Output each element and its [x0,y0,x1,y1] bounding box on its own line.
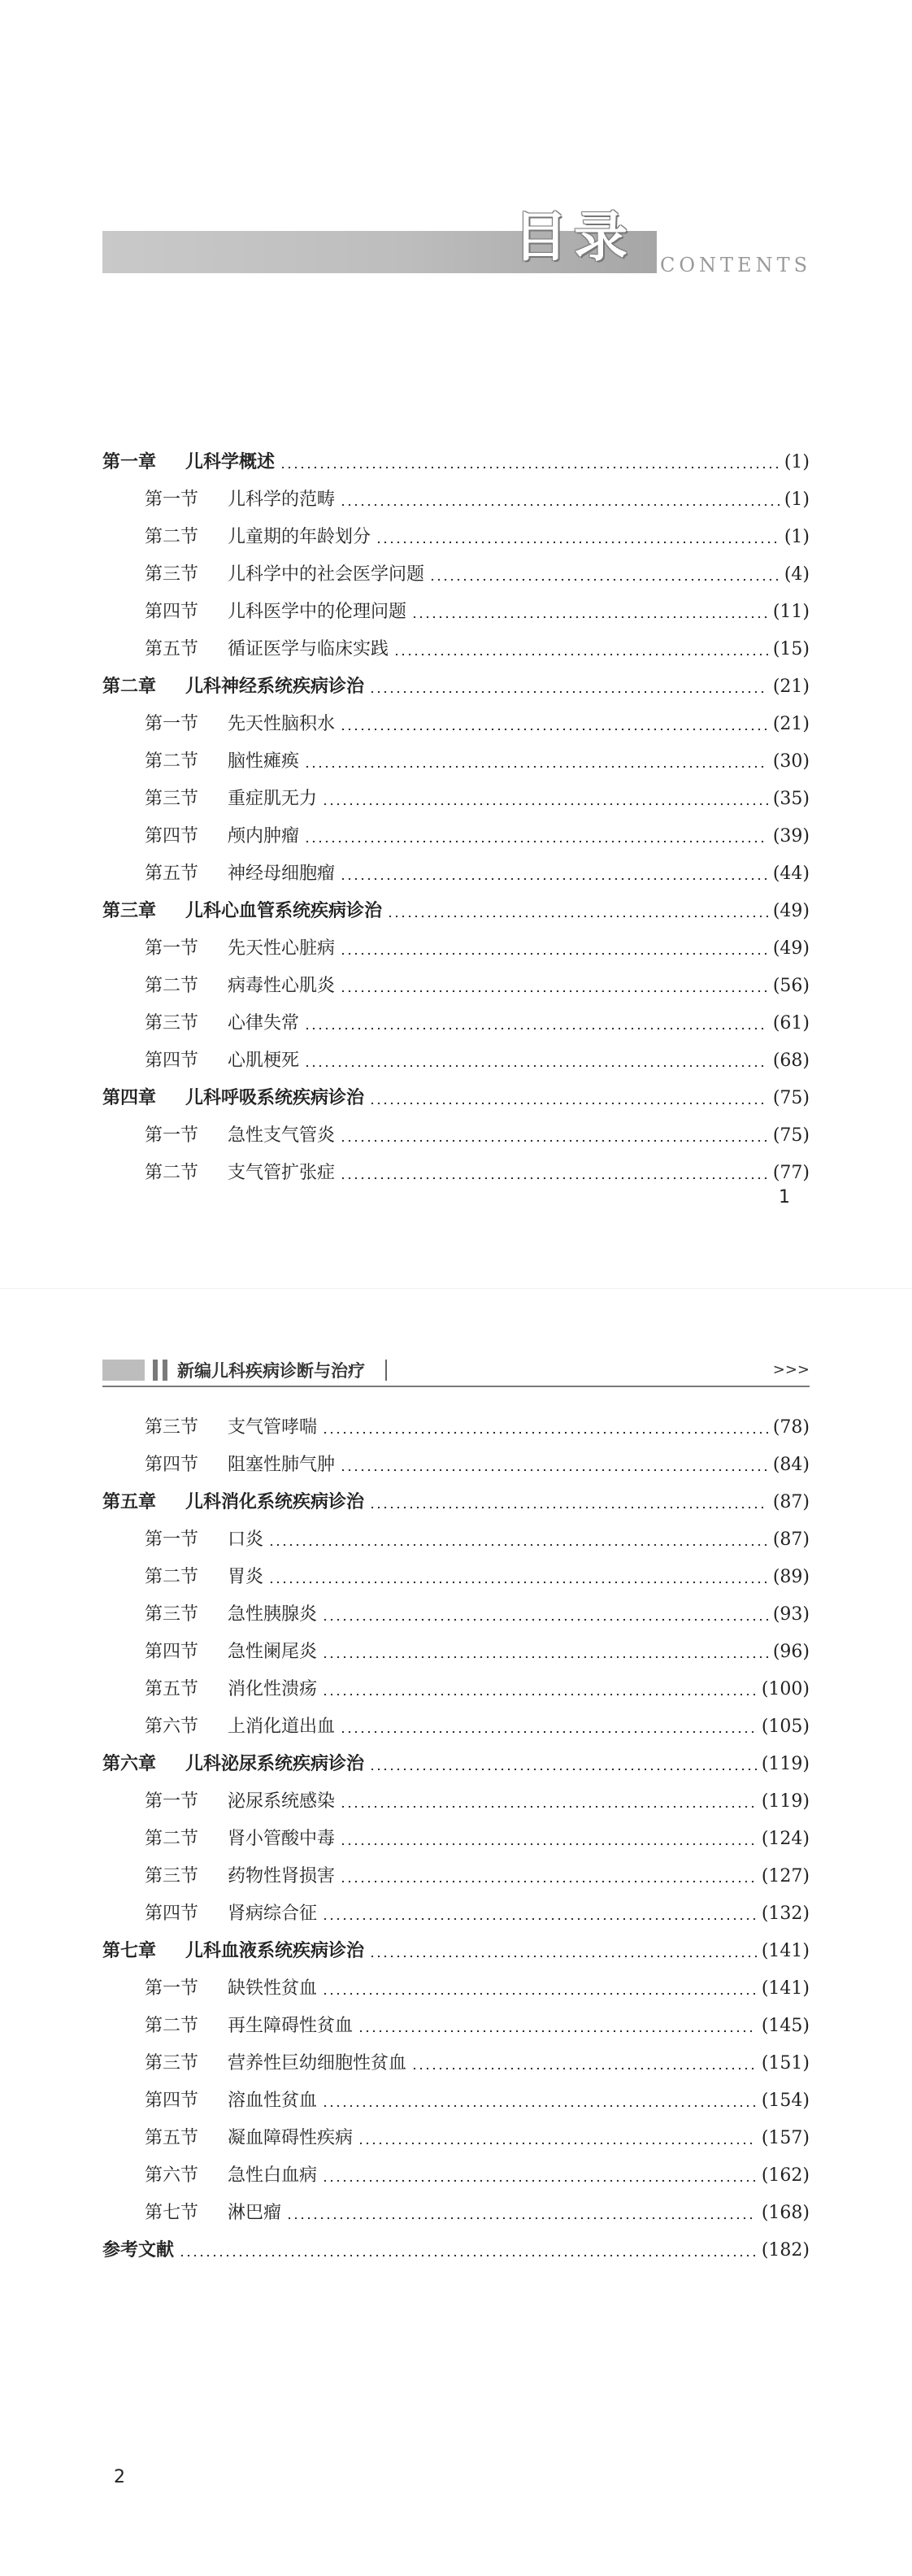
entry-title: 儿科消化系统疾病诊治 [185,1492,365,1512]
toc-section-entry[interactable] [102,594,810,631]
entry-number: 第六节 [145,2165,199,2186]
dot-leader [340,503,780,507]
toc-section-entry[interactable] [102,1708,810,1746]
entry-number: 第三节 [145,1866,199,1886]
toc-section-entry[interactable] [102,2082,810,2120]
dot-leader [304,765,768,768]
entry-number: 第一节 [145,1791,199,1812]
header-rule [102,1386,810,1387]
toc-section-entry[interactable] [102,519,810,556]
entry-number: 第二节 [145,751,199,772]
entry-title: 神经母细胞瘤 [228,864,336,884]
toc-section-entry[interactable] [102,1596,810,1634]
next-arrows-icon: >>> [772,1361,810,1378]
entry-page-number: (127) [761,1866,810,1886]
entry-number: 第二节 [145,976,199,996]
entry-number: 第三节 [145,2053,199,2073]
toc-section-entry[interactable] [102,481,810,519]
toc-section-entry[interactable] [102,1005,810,1042]
entry-number: 第七节 [145,2203,199,2223]
entry-title: 儿童期的年龄划分 [228,527,371,547]
header-bar-tick [163,1360,167,1381]
entry-title: 儿科泌尿系统疾病诊治 [185,1754,365,1774]
entry-title: 儿科医学中的伦理问题 [228,602,407,622]
entry-title: 上消化道出血 [228,1717,336,1737]
toc-section-entry[interactable] [102,1409,810,1447]
entry-page-number: (11) [772,602,810,622]
dot-leader [340,877,768,881]
toc-section-entry[interactable] [102,1671,810,1708]
entry-title: 脑性瘫痪 [228,751,300,772]
entry-title: 营养性巨幼细胞性贫血 [228,2053,407,2073]
dot-leader [286,2217,757,2220]
entry-title: 心肌梗死 [228,1051,300,1071]
toc-section-entry[interactable] [102,1634,810,1671]
dot-leader [369,690,768,694]
dot-leader [376,541,780,544]
entry-title: 儿科呼吸系统疾病诊治 [185,1088,365,1108]
dot-leader [322,1656,768,1659]
entry-page-number: (182) [761,2240,810,2261]
toc-section-entry[interactable] [102,855,810,893]
toc-section-entry[interactable] [102,930,810,968]
header-separator [385,1360,387,1381]
dot-leader [322,1917,757,1921]
toc-chapter-entry[interactable] [102,1080,810,1117]
entry-page-number: (100) [761,1679,810,1699]
page-title-english: CONTENTS [660,254,812,276]
toc-section-entry[interactable] [102,1970,810,2008]
dot-leader [268,1543,768,1547]
toc-section-entry[interactable] [102,1447,810,1484]
entry-title: 淋巴瘤 [228,2203,282,2223]
entry-title: 阻塞性肺气肿 [228,1455,336,1475]
dot-leader [280,466,780,469]
entry-page-number: (30) [772,751,810,772]
entry-title: 病毒性心肌炎 [228,976,336,996]
dot-leader [322,2104,757,2108]
dot-leader [411,2067,757,2070]
page-number: 2 [114,2467,125,2487]
toc-section-entry[interactable] [102,1821,810,1858]
entry-number: 第一节 [145,1530,199,1550]
toc-list-page1 [102,444,810,1192]
dot-leader [340,1139,768,1142]
page-title: 目录 [514,205,634,268]
entry-title: 急性胰腺炎 [228,1604,318,1625]
entry-title: 循证医学与临床实践 [228,639,389,659]
entry-number: 第五节 [145,639,199,659]
dot-leader [179,2254,757,2257]
entry-page-number: (96) [772,1642,810,1662]
dot-leader [268,1581,768,1584]
toc-section-entry[interactable] [102,1559,810,1596]
entry-number: 第四节 [145,1455,199,1475]
dot-leader [304,1027,768,1030]
entry-title: 先天性脑积水 [228,714,336,734]
entry-title: 泌尿系统感染 [228,1791,336,1812]
entry-number: 第三节 [145,1604,199,1625]
entry-page-number: (145) [761,2016,810,2036]
dot-leader [322,803,768,806]
entry-page-number: (49) [772,901,810,921]
entry-page-number: (141) [761,1941,810,1961]
dot-leader [429,578,780,581]
entry-page-number: (35) [772,789,810,809]
header-bar-block [102,1360,145,1381]
entry-title: 支气管哮喘 [228,1417,318,1438]
entry-number: 第一节 [145,490,199,510]
entry-title: 心律失常 [228,1013,300,1033]
toc-section-entry[interactable] [102,706,810,743]
toc-chapter-entry[interactable] [102,668,810,706]
dot-leader [340,952,768,955]
page-number: 1 [779,1187,790,1208]
entry-number: 第四节 [145,1051,199,1071]
dot-leader [369,1768,757,1771]
toc-chapter-entry[interactable] [102,444,810,481]
entry-number: 第二节 [145,527,199,547]
dot-leader [340,1177,768,1180]
entry-page-number: (75) [772,1088,810,1108]
entry-number: 第一节 [145,714,199,734]
toc-section-entry[interactable] [102,631,810,668]
toc-chapter-entry[interactable] [102,893,810,930]
entry-title: 口炎 [228,1530,264,1550]
entry-page-number: (154) [761,2091,810,2111]
toc-section-entry[interactable] [102,1858,810,1895]
toc-chapter-entry[interactable] [102,1746,810,1783]
entry-title: 胃炎 [228,1567,264,1587]
header-bar-tick [153,1360,158,1381]
toc-section-entry[interactable] [102,743,810,781]
entry-number: 第五章 [102,1492,157,1512]
dot-leader [369,1506,768,1509]
dot-leader [340,1730,757,1734]
entry-title: 支气管扩张症 [228,1163,336,1183]
toc-section-entry[interactable] [102,781,810,818]
entry-number: 第三节 [145,1013,199,1033]
toc-section-entry[interactable] [102,1042,810,1080]
entry-number: 第七章 [102,1941,157,1961]
running-header [102,1355,810,1387]
entry-number: 第四节 [145,2091,199,2111]
entry-number: 第二节 [145,1829,199,1849]
entry-title: 急性支气管炎 [228,1125,336,1146]
dot-leader [322,1693,757,1696]
entry-title: 先天性心脏病 [228,938,336,959]
entry-page-number: (1) [784,452,810,472]
dot-leader [340,1880,757,1883]
entry-title: 肾小管酸中毒 [228,1829,336,1849]
entry-number: 第四节 [145,826,199,846]
entry-page-number: (141) [761,1978,810,1999]
toc-section-entry[interactable] [102,556,810,594]
toc-section-entry[interactable] [102,2045,810,2082]
entry-title: 再生障碍性贫血 [228,2016,354,2036]
entry-number: 第三节 [145,564,199,585]
entry-number: 第六节 [145,1717,199,1737]
entry-number: 第二节 [145,2016,199,2036]
entry-title: 急性白血病 [228,2165,318,2186]
dot-leader [340,1805,757,1808]
entry-page-number: (75) [772,1125,810,1146]
dot-leader [304,1064,768,1068]
entry-number: 第二节 [145,1567,199,1587]
dot-leader [387,915,768,918]
entry-number: 第四节 [145,1904,199,1924]
entry-title: 药物性肾损害 [228,1866,336,1886]
entry-number: 第一节 [145,1978,199,1999]
entry-title: 儿科心血管系统疾病诊治 [185,901,383,921]
entry-number: 第五节 [145,1679,199,1699]
entry-page-number: (151) [761,2053,810,2073]
entry-number: 第四节 [145,1642,199,1662]
toc-section-entry[interactable] [102,1783,810,1821]
dot-leader [358,2142,757,2145]
entry-page-number: (56) [772,976,810,996]
entry-page-number: (78) [772,1417,810,1438]
entry-page-number: (168) [761,2203,810,2223]
entry-page-number: (84) [772,1455,810,1475]
entry-number: 第三节 [145,789,199,809]
entry-page-number: (162) [761,2165,810,2186]
entry-title: 凝血障碍性疾病 [228,2128,354,2148]
entry-page-number: (44) [772,864,810,884]
entry-page-number: (1) [784,527,810,547]
entry-page-number: (157) [761,2128,810,2148]
dot-leader [393,653,768,656]
entry-page-number: (21) [772,714,810,734]
toc-section-entry[interactable] [102,1895,810,1933]
entry-number: 第三章 [102,901,157,921]
entry-page-number: (15) [772,639,810,659]
entry-title: 颅内肿瘤 [228,826,300,846]
entry-page-number: (87) [772,1492,810,1512]
entry-page-number: (124) [761,1829,810,1849]
toc-chapter-entry[interactable] [102,1933,810,1970]
dot-leader [322,2179,757,2182]
dot-leader [369,1102,768,1105]
entry-page-number: (77) [772,1163,810,1183]
page-divider [0,1288,912,1289]
entry-page-number: (61) [772,1013,810,1033]
dot-leader [340,1843,757,1846]
entry-title: 儿科学中的社会医学问题 [228,564,425,585]
dot-leader [322,1992,757,1995]
toc-section-entry[interactable] [102,1117,810,1155]
entry-title: 消化性溃疡 [228,1679,318,1699]
entry-title: 儿科神经系统疾病诊治 [185,677,365,697]
entry-page-number: (68) [772,1051,810,1071]
entry-number: 第六章 [102,1754,157,1774]
toc-section-entry[interactable] [102,968,810,1005]
entry-page-number: (21) [772,677,810,697]
entry-title: 肾病综合征 [228,1904,318,1924]
entry-number: 第四节 [145,602,199,622]
entry-title: 急性阑尾炎 [228,1642,318,1662]
entry-page-number: (119) [761,1791,810,1812]
entry-number: 第二章 [102,677,157,697]
entry-page-number: (89) [772,1567,810,1587]
entry-number: 第一节 [145,938,199,959]
entry-page-number: (93) [772,1604,810,1625]
entry-title: 儿科血液系统疾病诊治 [185,1941,365,1961]
toc-chapter-entry[interactable] [102,1484,810,1521]
entry-title: 儿科学的范畴 [228,490,336,510]
toc-section-entry[interactable] [102,1521,810,1559]
dot-leader [304,840,768,843]
toc-section-entry[interactable] [102,1155,810,1192]
dot-leader [411,616,768,619]
entry-number: 第五节 [145,864,199,884]
toc-list-page2 [102,1409,810,2269]
entry-number: 第三节 [145,1417,199,1438]
dot-leader [340,728,768,731]
entry-page-number: (39) [772,826,810,846]
entry-title: 重症肌无力 [228,789,318,809]
entry-title: 溶血性贫血 [228,2091,318,2111]
entry-title: 儿科学概述 [185,452,276,472]
toc-section-entry[interactable] [102,818,810,855]
entry-page-number: (4) [784,564,810,585]
entry-page-number: (87) [772,1530,810,1550]
toc-section-entry[interactable] [102,2195,810,2232]
dot-leader [322,1431,768,1434]
entry-page-number: (49) [772,938,810,959]
entry-page-number: (105) [761,1717,810,1737]
toc-section-entry[interactable] [102,2120,810,2157]
book-title: 新编儿科疾病诊断与治疗 [177,1361,365,1381]
entry-page-number: (1) [784,490,810,510]
dot-leader [369,1955,757,1958]
toc-section-entry[interactable] [102,2008,810,2045]
entry-number: 第四章 [102,1088,157,1108]
toc-section-entry[interactable] [102,2157,810,2195]
entry-page-number: (132) [761,1904,810,1924]
entry-number: 第一节 [145,1125,199,1146]
entry-title: 缺铁性贫血 [228,1978,318,1999]
entry-number: 第二节 [145,1163,199,1183]
dot-leader [358,2030,757,2033]
dot-leader [340,990,768,993]
dot-leader [322,1618,768,1621]
entry-number: 第一章 [102,452,157,472]
dot-leader [340,1469,768,1472]
entry-number: 第五节 [145,2128,199,2148]
toc-chapter-entry[interactable] [102,2232,810,2269]
entry-number: 参考文献 [102,2240,175,2261]
entry-page-number: (119) [761,1754,810,1774]
